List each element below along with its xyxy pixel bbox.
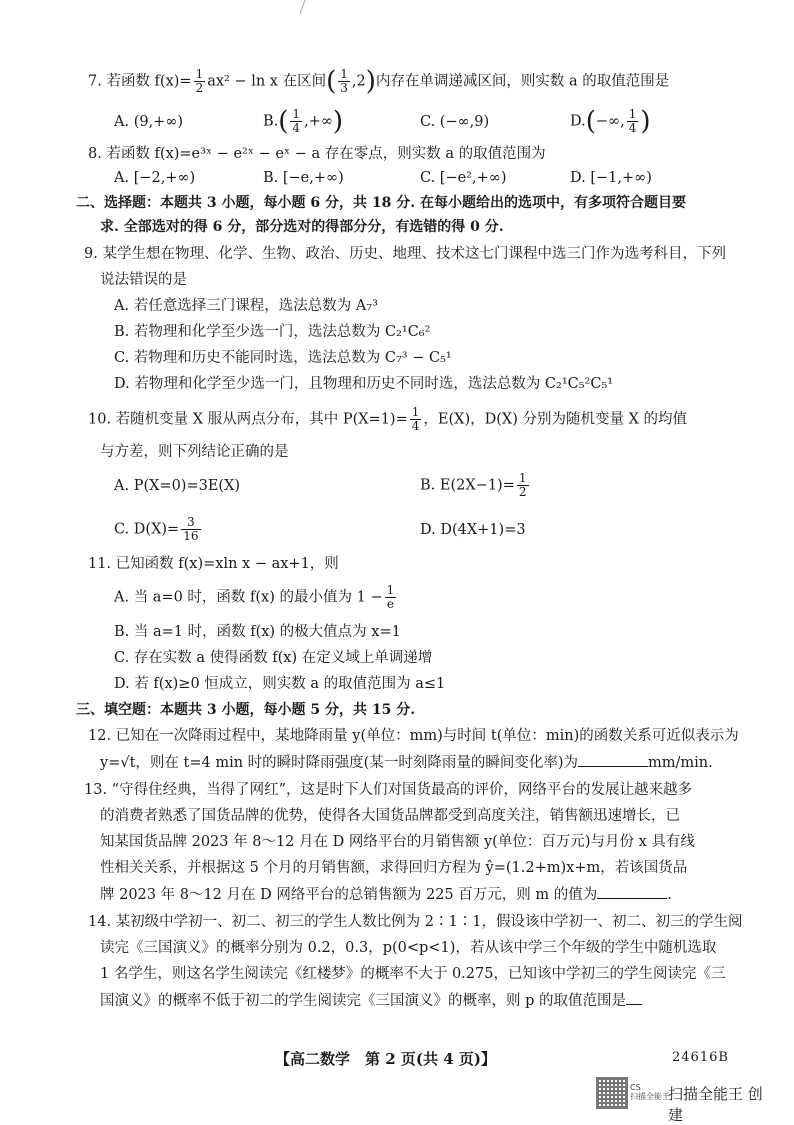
scanner-watermark	[596, 1077, 766, 1124]
q8-option-c: C. [−e²,+∞)	[420, 170, 507, 186]
q13-line1: 13. “守得住经典，当得了网红”，这是时下人们对国货最高的评价，网络平台的发展让越来越多	[84, 782, 692, 798]
q9-line2: 说法错误的是	[100, 272, 187, 288]
q12-answer-blank[interactable]	[578, 752, 648, 767]
q9-option-d: D. 若物理和化学至少选一门，且物理和历史不同时选，选法总数为 C₂¹C₅²C₅¹	[114, 376, 614, 392]
q11-option-d: D. 若 f(x)≥0 恒成立，则实数 a 的取值范围为 a≤1	[114, 676, 446, 692]
q7-frac-third: $\frac{1}{3}$	[340, 67, 348, 95]
q7-option-b: B.( $\frac{1}{4}$ ,+∞)	[263, 106, 344, 137]
q11-option-a: A. 当 a=0 时，函数 f(x) 的最小值为 1 − $\frac{1}{e}$	[114, 583, 395, 611]
q8-option-a: A. [−2,+∞)	[114, 170, 196, 186]
q10-option-c: C. D(X)= $\frac{3}{16}$	[114, 515, 199, 543]
q14-line1: 14. 某初级中学初一、初二、初三的学生人数比例为 2∶1∶1，假设该中学初一、初二、初三的学生阅	[88, 914, 743, 930]
q9-option-b: B. 若物理和化学至少选一门，选法总数为 C₂¹C₆²	[114, 324, 431, 340]
section3-heading: 三、填空题：本题共 3 小题，每小题 5 分，共 15 分.	[76, 702, 416, 718]
q13-line2: 的消费者熟悉了国货品牌的优势，使得各大国货品牌都受到高度关注，销售额迅速增长，已	[100, 808, 680, 824]
q7-stem-a: 7. 若函数 f(x)=	[88, 73, 192, 90]
q7-option-d: D.(−∞, $\frac{1}{4}$ )	[570, 106, 651, 137]
q14-line2: 读完《三国演义》的概率分别为 0.2，0.3，p(0<p<1)，若从该中学三个年级的学生中随机选取	[100, 940, 717, 956]
q10-stem: 10. 若随机变量 X 服从两点分布，其中 P(X=1)= $\frac{1}{4}$ ，E(X)，D(X) 分别为随机变量 X 的均值	[88, 405, 688, 433]
q14-line4: 国演义》的概率不低于初二的学生阅读完《三国演义》的概率，则 p 的取值范围是	[100, 990, 642, 1011]
q11-option-c: C. 存在实数 a 使得函数 f(x) 在定义域上单调递增	[114, 650, 433, 666]
page-footer	[0, 1048, 794, 1070]
scanner-app-name: 扫描全能王 创建	[668, 1085, 763, 1124]
section2-line2: 求. 全部选对的得 6 分，部分选对的得部分分，有选错的得 0 分.	[100, 219, 504, 235]
q11-stem: 11. 已知函数 f(x)=xln x − ax+1，则	[88, 556, 339, 572]
q8-option-d: D. [−1,+∞)	[570, 170, 652, 186]
scanner-logo: CS 扫描全能王	[630, 1083, 670, 1101]
q10-option-a: A. P(X=0)=3E(X)	[114, 478, 241, 494]
q14-line3: 1 名学生，则这名学生阅读完《红楼梦》的概率不大于 0.275，已知该中学初三的学生阅读完《三	[100, 966, 726, 982]
footer-code: 24616B	[672, 1050, 729, 1065]
q9-line1: 9. 某学生想在物理、化学、生物、政治、历史、地理、技术这七门课程中选三门作为选考科目，下列	[84, 246, 726, 262]
q7-stem-b: ax² − ln x 在区间	[207, 73, 327, 90]
footer-page-info: 【高二数学 第 2 页(共 4 页)】	[275, 1050, 496, 1068]
q10-option-b: B. E(2X−1)= $\frac{1}{2}$	[420, 471, 527, 499]
q8-option-b: B. [−e,+∞)	[263, 170, 344, 186]
q13-line3: 知某国货品牌 2023 年 8～12 月在 D 网络平台的月销售额 y(单位：百万元)与月份 x 具有线	[100, 834, 695, 850]
q7-option-a: A. (9,+∞)	[114, 114, 184, 130]
q13-line5: 牌 2023 年 8～12 月在 D 网络平台的总销售额为 225 百万元，则 m 的值为 .	[100, 884, 672, 905]
q8-stem: 8. 若函数 f(x)=e³ˣ − e²ˣ − eˣ − a 存在零点，则实数 a 的取值范围为	[88, 146, 546, 162]
section2-line1: 二、选择题：本题共 3 小题，每小题 6 分，共 18 分. 在每小题给出的选项中，有多项符合题目要	[76, 195, 686, 211]
q12-line2: y=√t，则在 t=4 min 时的瞬时降雨强度(某一时刻降雨量的瞬间变化率)为 mm/min.	[100, 752, 713, 773]
q13-answer-blank[interactable]	[597, 884, 667, 899]
q9-option-c: C. 若物理和历史不能同时选，选法总数为 C₇³ − C₅¹	[114, 350, 452, 366]
q7-stem-c: 内存在单调递减区间，则实数 a 的取值范围是	[375, 73, 670, 90]
q7-option-c: C. (−∞,9)	[420, 114, 490, 130]
q9-option-a: A. 若任意选择三门课程，选法总数为 A₇³	[114, 298, 378, 314]
q10-option-d: D. D(4X+1)=3	[420, 522, 526, 538]
q14-answer-blank[interactable]	[626, 990, 642, 1005]
qr-code-icon	[596, 1077, 628, 1109]
q10-line2: 与方差，则下列结论正确的是	[100, 444, 289, 460]
q11-option-b: B. 当 a=1 时，函数 f(x) 的极大值点为 x=1	[114, 624, 401, 640]
q7-stem: 7. 若函数 f(x)= $\frac{1}{2}$ ax² − ln x 在区间( $\frac{1}{3}$ ,2)内存在单调递减区间，则实数 a 的取值范围是	[88, 66, 670, 97]
q7-frac-half: $\frac{1}{2}$	[195, 67, 204, 95]
q12-line1: 12. 已知在一次降雨过程中，某地降雨量 y(单位：mm)与时间 t(单位：min)的函数关系可近似表示为	[88, 728, 739, 744]
scan-mark	[299, 0, 308, 14]
q13-line4: 性相关关系，并根据这 5 个月的月销售额，求得回归方程为 ŷ=(1.2+m)x+m，若该国货品	[100, 860, 688, 876]
